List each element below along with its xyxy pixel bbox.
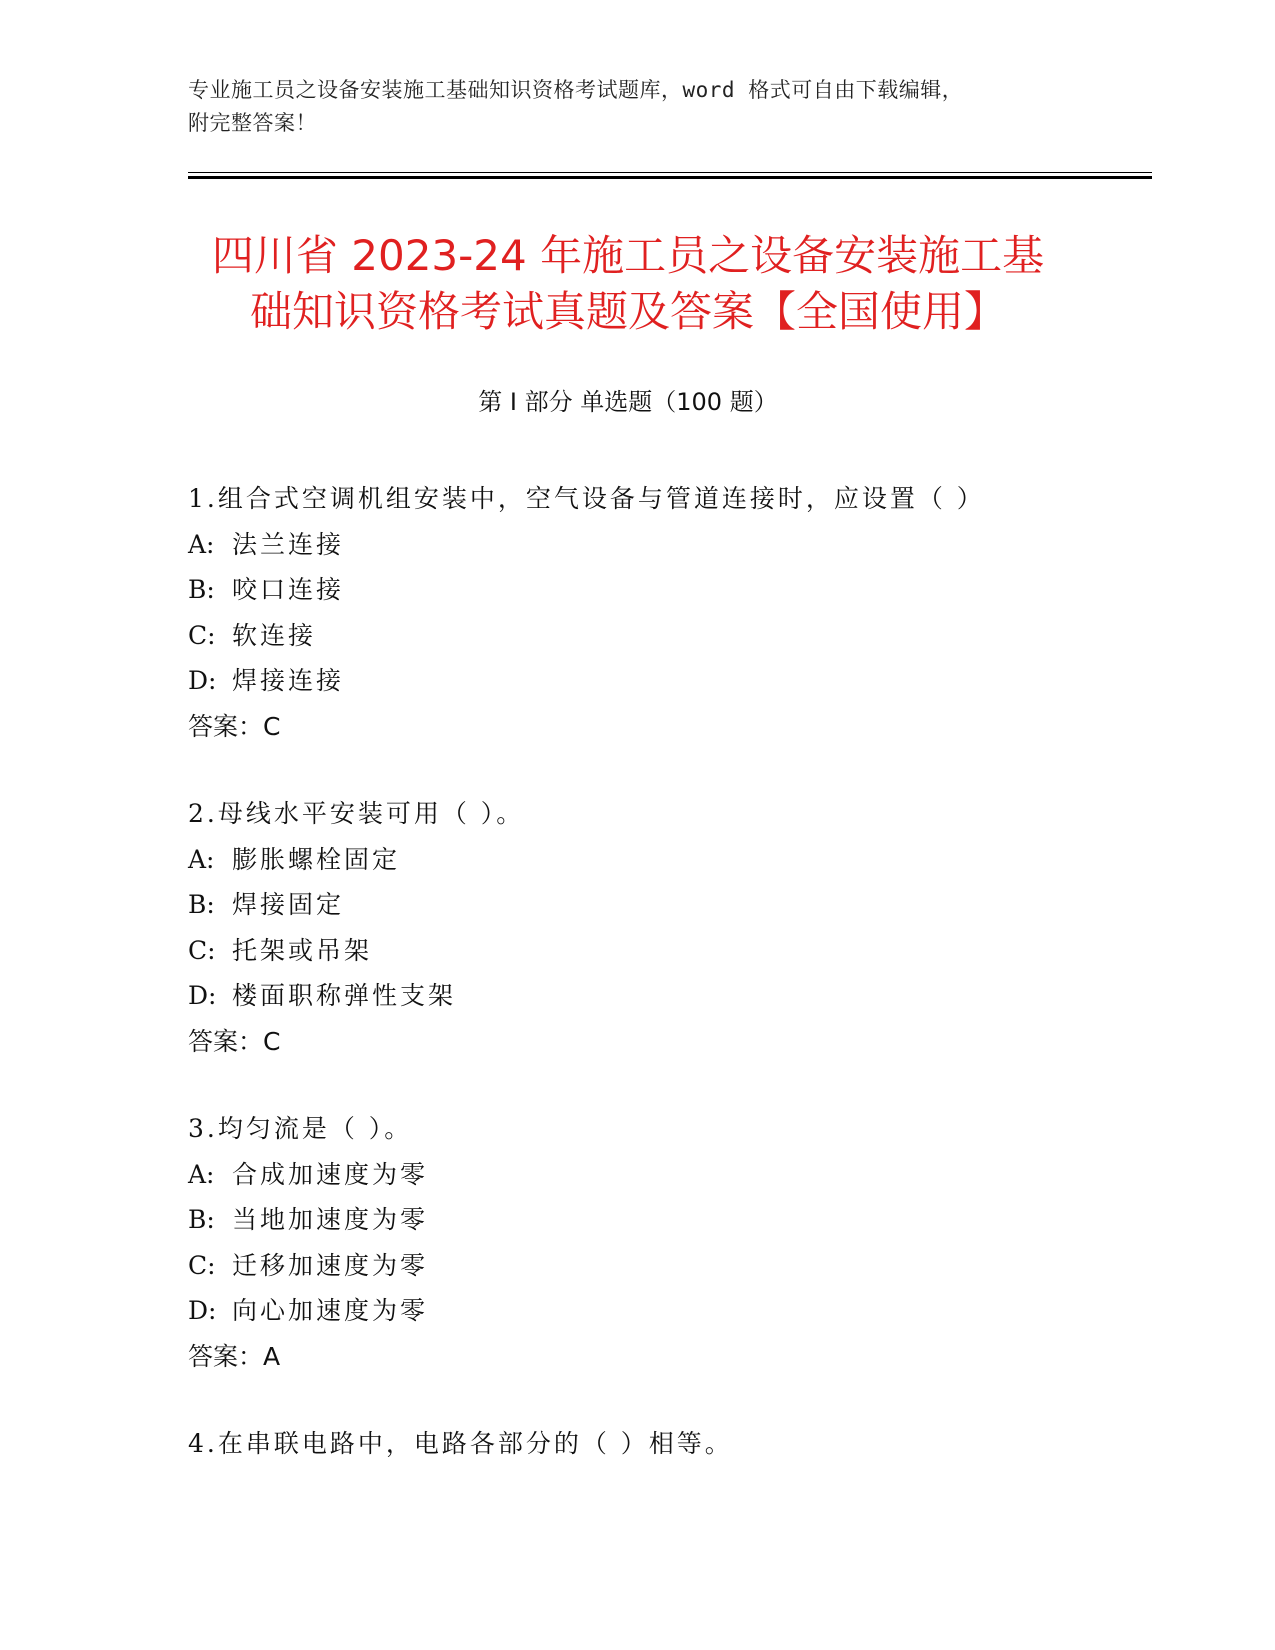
header-note-line-2: 附完整答案！ (188, 111, 317, 135)
option-text: 膨胀螺栓固定 (232, 844, 401, 874)
option-text: 迁移加速度为零 (232, 1250, 429, 1280)
option-c (188, 1243, 1088, 1289)
option-d (188, 658, 1088, 704)
header-divider-thin (188, 172, 1152, 173)
question-list (188, 476, 1088, 1509)
option-key: A: (188, 844, 215, 874)
option-b (188, 882, 1088, 928)
option-text: 合成加速度为零 (232, 1159, 429, 1189)
option-text: 楼面职称弹性支架 (232, 981, 457, 1010)
option-text: 焊接固定 (232, 890, 345, 919)
option-d (188, 973, 1088, 1019)
option-a (188, 1152, 1088, 1198)
header-note-line-1: 专业施工员之设备安装施工基础知识资格考试题库，word 格式可自由下载编辑， (188, 78, 964, 102)
option-key: B: (188, 575, 215, 604)
document-title-line-1: 四川省 2023-24 年施工员之设备安装施工基 (211, 231, 1045, 280)
option-key: D: (188, 981, 217, 1010)
option-c (188, 928, 1088, 974)
answer-line: 答案：C (188, 711, 281, 741)
option-text: 焊接连接 (232, 666, 345, 695)
option-a (188, 522, 1088, 568)
header-divider-thick (188, 176, 1152, 179)
answer-line: 答案：A (188, 1341, 281, 1371)
question-stem: 4.在串联电路中，电路各部分的（ ）相等。 (188, 1429, 733, 1458)
option-key: A: (188, 529, 215, 559)
document-title-line-2: 础知识资格考试真题及答案【全国使用】 (249, 287, 1006, 336)
option-text: 软连接 (232, 620, 317, 650)
option-c (188, 613, 1088, 659)
option-text: 法兰连接 (232, 529, 345, 559)
question-stem: 1.组合式空调机组安装中，空气设备与管道连接时，应设置（ ） (188, 484, 985, 513)
header-note (188, 74, 1068, 140)
option-a (188, 837, 1088, 883)
section-heading: 第 I 部分 单选题（100 题） (478, 388, 778, 416)
option-b (188, 1197, 1088, 1243)
option-key: D: (188, 1296, 217, 1325)
option-text: 当地加速度为零 (232, 1205, 429, 1234)
question-3 (188, 1106, 1088, 1379)
option-d (188, 1288, 1088, 1334)
option-text: 咬口连接 (232, 575, 345, 604)
question-stem: 3.均匀流是（ ）。 (188, 1114, 413, 1143)
option-key: A: (188, 1159, 215, 1189)
document-title (188, 228, 1068, 340)
option-b (188, 567, 1088, 613)
option-key: C: (188, 935, 216, 965)
option-key: B: (188, 1205, 215, 1234)
option-text: 托架或吊架 (232, 935, 373, 965)
question-2 (188, 791, 1088, 1064)
answer-line: 答案：C (188, 1026, 281, 1056)
question-4 (188, 1421, 1088, 1467)
question-1 (188, 476, 1088, 749)
option-key: D: (188, 666, 217, 695)
option-key: C: (188, 620, 216, 650)
question-stem: 2.母线水平安装可用（ ）。 (188, 799, 525, 828)
option-key: C: (188, 1250, 216, 1280)
option-text: 向心加速度为零 (232, 1296, 429, 1325)
option-key: B: (188, 890, 215, 919)
